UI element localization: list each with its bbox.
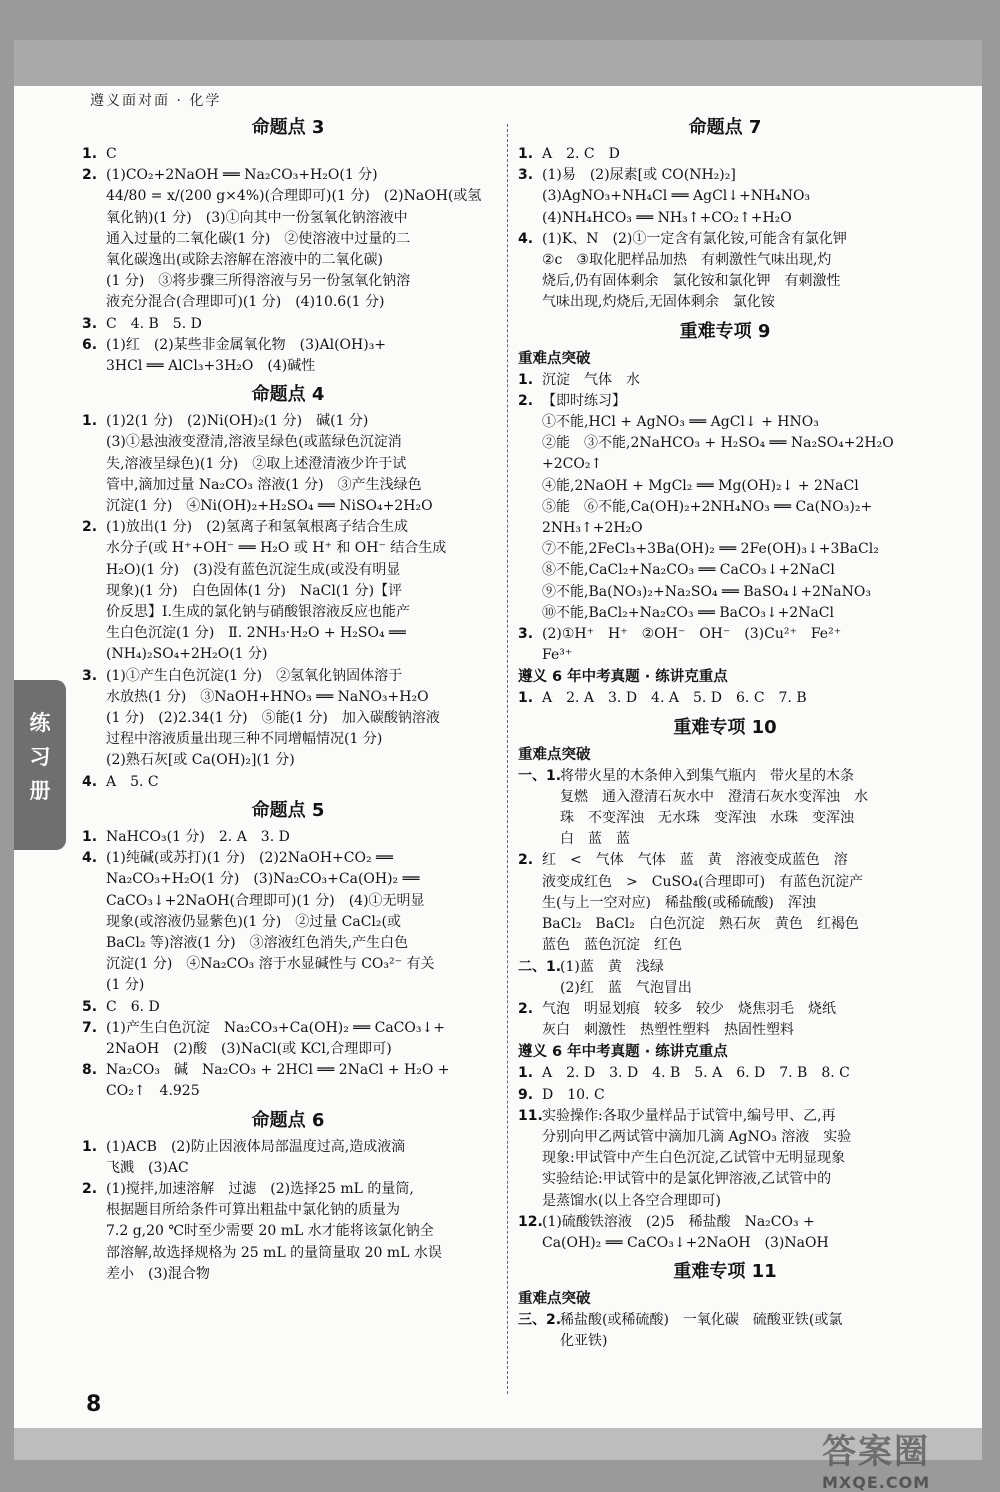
answer-item	[82, 772, 494, 793]
right-column	[518, 110, 932, 1353]
item-number: 7.	[82, 1019, 98, 1036]
answer-line: ⑧不能,CaCl₂+Na₂CO₃ ══ CaCO₃↓+2NaCl	[542, 562, 835, 579]
answer-line: 白 蓝 蓝	[560, 831, 630, 848]
answer-item	[518, 688, 932, 709]
answer-line: 3HCl ══ AlCl₃+3H₂O (4)碱性	[106, 358, 316, 375]
answer-line: 通入过量的二氧化碳(1 分) ②使溶液中过量的二	[106, 230, 411, 247]
item-number: 2.	[518, 1000, 534, 1017]
answer-line: (NH₄)₂SO₄+2H₂O(1 分)	[106, 646, 268, 663]
answer-item	[518, 1106, 932, 1212]
side-tab-char: 练	[29, 711, 51, 735]
item-number: 二、1.	[518, 958, 562, 975]
answer-line: 珠 不变浑浊 无水珠 变浑浊 水珠 变浑浊	[560, 810, 854, 827]
subsection-heading: 遵义 6 年中考真题 · 练讲克重点	[518, 1044, 728, 1061]
answer-line: (1)①产生白色沉淀(1 分) ②氢氧化钠固体溶于	[106, 667, 403, 684]
section-title: 重难专项 9	[679, 320, 771, 342]
item-number: 4.	[518, 230, 534, 247]
answer-line: (1)放出(1 分) (2)氢离子和氢氧根离子结合生成	[106, 519, 408, 536]
answer-line: 灰白 刺激性 热塑性塑料 热固性塑料	[542, 1022, 794, 1039]
watermark-text: 答案圈	[822, 1432, 931, 1472]
item-number: 1.	[518, 146, 534, 162]
item-number: 2.	[518, 852, 534, 869]
item-number: 一、1.	[518, 767, 562, 784]
subsection-heading: 遵义 6 年中考真题 · 练讲克重点	[518, 669, 728, 686]
answer-item	[518, 766, 932, 851]
answer-line: 气泡 明显划痕 较多 较少 烧焦羽毛 烧纸	[542, 1000, 836, 1017]
answer-line: 2NaOH (2)酸 (3)NaCl(或 KCl,合理即可)	[106, 1040, 392, 1057]
answer-line: Na₂CO₃+H₂O(1 分) (3)Na₂CO₃+Ca(OH)₂ ══	[106, 871, 420, 888]
answer-item	[82, 848, 494, 996]
answer-line: 飞溅 (3)AC	[106, 1159, 189, 1176]
answer-line: 差小 (3)混合物	[106, 1265, 210, 1282]
item-number: 1.	[518, 371, 534, 388]
answer-line: ⑤能 ⑥不能,Ca(OH)₂+2NH₄NO₃ ══ Ca(NO₃)₂+	[542, 498, 873, 515]
answer-item	[518, 1310, 932, 1352]
answer-line: 过程中溶液质量出现三种不同增幅情况(1 分)	[106, 731, 383, 748]
answer-line: (1)蓝 黄 浅绿	[560, 958, 664, 975]
side-tab	[14, 680, 66, 850]
answer-line: ②c ③取化肥样品加热 有刺激性气味出现,灼	[542, 252, 832, 269]
answer-line: (3)①悬浊液变澄清,溶液呈绿色(或蓝绿色沉淀消	[106, 434, 402, 451]
section-title: 命题点 4	[251, 384, 325, 406]
item-number: 3.	[82, 667, 98, 684]
answer-line: (2)熟石灰[或 Ca(OH)₂](1 分)	[106, 752, 295, 769]
subsection-heading: 重难点突破	[518, 350, 591, 367]
side-tab-char: 习	[29, 745, 51, 769]
answer-item	[518, 144, 932, 165]
answer-line: 沉淀(1 分) ④Ni(OH)₂+H₂SO₄ ══ NiSO₄+2H₂O	[106, 498, 433, 515]
answer-line: Ca(OH)₂ ══ CaCO₃↓+2NaOH (3)NaOH	[542, 1234, 829, 1251]
answer-item	[518, 999, 932, 1041]
answer-item	[82, 1060, 494, 1102]
answer-line: C 4. B 5. D	[106, 315, 202, 332]
answer-line: BaCl₂ 等)溶液(1 分) ③溶液红色消失,产生白色	[106, 934, 409, 951]
answer-line: D 10. C	[542, 1086, 605, 1103]
column-divider	[507, 124, 508, 1394]
item-number: 2.	[82, 167, 98, 184]
answer-line: C	[106, 146, 117, 162]
answer-line: 复燃 通入澄清石灰水中 澄清石灰水变浑浊 水	[560, 788, 868, 805]
answer-item	[82, 997, 494, 1018]
answer-line: (1 分) (2)2.34(1 分) ⑤能(1 分) 加入碳酸钠溶液	[106, 710, 440, 727]
answer-line: (1)硫酸铁溶液 (2)5 稀盐酸 Na₂CO₃ +	[542, 1213, 815, 1230]
answer-line: ①不能,HCl + AgNO₃ ══ AgCl↓ + HNO₃	[542, 414, 819, 431]
answer-line: CO₂↑ 4.925	[106, 1083, 200, 1100]
answer-line: 44/80 = x/(200 g×4%)(合理即可)(1 分) (2)NaOH(或氢	[106, 188, 482, 205]
watermark-logo	[822, 1424, 930, 1492]
answer-line: 【即时练习】	[542, 392, 626, 409]
answer-line: 氧化碳逸出(或除去溶解在溶液中的二氧化碳)	[106, 252, 383, 269]
answer-line: 蓝色 蓝色沉淀 红色	[542, 937, 682, 954]
answer-line: 红 < 气体 气体 蓝 黄 溶液变成蓝色 溶	[542, 852, 848, 869]
answer-line: 烧后,仍有固体剩余 氯化铵和氯化钾 有刺激性	[542, 273, 841, 290]
item-number: 3.	[518, 626, 534, 643]
answer-line: Na₂CO₃ 碱 Na₂CO₃ + 2HCl ══ 2NaCl + H₂O +	[106, 1062, 450, 1079]
item-number: 3.	[82, 315, 98, 332]
answer-line: 部溶解,故选择规格为 25 mL 的量筒量取 20 mL 水误	[106, 1244, 442, 1261]
scan-top-border	[14, 40, 982, 86]
answer-line: 水分子(或 H⁺+OH⁻ ══ H₂O 或 H⁺ 和 OH⁻ 结合生成	[106, 540, 447, 557]
answer-line: (1)K、N (2)①一定含有氯化铵,可能含有氯化钾	[542, 230, 847, 247]
answer-line: (1)搅拌,加速溶解 过滤 (2)选择25 mL 的量筒,	[106, 1180, 414, 1197]
answer-line: ⑨不能,Ba(NO₃)₂+Na₂SO₄ ══ BaSO₄↓+2NaNO₃	[542, 583, 871, 600]
answer-line: 现象)(1 分) 白色固体(1 分) NaCl(1 分)【评	[106, 582, 403, 599]
section-title: 命题点 3	[251, 117, 325, 138]
answer-item	[518, 624, 932, 666]
answer-line: Fe³⁺	[542, 647, 573, 664]
answer-item	[82, 1137, 494, 1179]
answer-line: 水放热(1 分) ③NaOH+HNO₃ ══ NaNO₃+H₂O	[106, 688, 429, 705]
page	[14, 40, 982, 1492]
item-number: 1.	[82, 146, 98, 162]
item-number: 2.	[82, 1180, 98, 1197]
answer-item	[82, 1018, 494, 1060]
answer-line: 氧化钠)(1 分) (3)①向其中一份氢氧化钠溶液中	[106, 209, 408, 226]
answer-line: 7.2 g,20 ℃时至少需要 20 mL 水才能将该氯化钠全	[106, 1223, 434, 1240]
answer-item	[518, 165, 932, 229]
answer-item	[518, 850, 932, 956]
item-number: 2.	[518, 392, 534, 409]
answer-line: (1 分) ③将步骤三所得溶液与另一份氢氧化钠溶	[106, 273, 411, 290]
answer-item	[82, 666, 494, 772]
answer-line: (1)ACB (2)防止因液体局部温度过高,造成液滴	[106, 1138, 406, 1155]
section-title: 命题点 6	[251, 1109, 325, 1131]
item-number: 8.	[82, 1062, 98, 1079]
section-title: 重难专项 11	[673, 1261, 777, 1283]
item-number: 1.	[82, 1138, 98, 1155]
item-number: 6.	[82, 336, 98, 353]
item-number: 12.	[518, 1213, 543, 1230]
answer-line: 管中,滴加过量 Na₂CO₃ 溶液(1 分) ③产生浅绿色	[106, 476, 422, 493]
answer-line: 现象:甲试管中产生白色沉淀,乙试管中无明显现象	[542, 1150, 846, 1167]
subsection-heading: 重难点突破	[518, 746, 591, 763]
answer-line: (1)易 (2)尿素[或 CO(NH₂)₂]	[542, 167, 736, 184]
answer-line: 价反思】Ⅰ.生成的氯化钠与硝酸银溶液反应也能产	[106, 604, 410, 621]
page-number: 8	[86, 1392, 102, 1417]
answer-line: 气味出现,灼烧后,无固体剩余 氯化铵	[542, 294, 775, 311]
answer-line: (1)纯碱(或苏打)(1 分) (2)2NaOH+CO₂ ══	[106, 850, 393, 867]
answer-line: 生(与上一空对应) 稀盐酸(或稀硫酸) 浑浊	[542, 894, 816, 911]
item-number: 1.	[82, 828, 98, 845]
item-number: 1.	[518, 690, 534, 707]
answer-line: H₂O)(1 分) (3)没有蓝色沉淀生成(或没有明显	[106, 561, 401, 578]
answer-line: NaHCO₃(1 分) 2. A 3. D	[106, 828, 290, 845]
answer-line: 分别向甲乙两试管中滴加几滴 AgNO₃ 溶液 实验	[542, 1128, 852, 1145]
answer-line: (1)2(1 分) (2)Ni(OH)₂(1 分) 碱(1 分)	[106, 413, 369, 430]
answer-line: CaCO₃↓+2NaOH(合理即可)(1 分) (4)①无明显	[106, 892, 425, 909]
answer-line: 2NH₃↑+2H₂O	[542, 520, 643, 537]
side-tab-char: 册	[29, 779, 51, 803]
item-number: 1.	[518, 1065, 534, 1082]
answer-line: 现象(或溶液仍显紫色)(1 分) ②过量 CaCl₂(或	[106, 913, 401, 930]
answer-item	[82, 411, 494, 517]
answer-line: (1)产生白色沉淀 Na₂CO₃+Ca(OH)₂ ══ CaCO₃↓+	[106, 1019, 445, 1036]
answer-line: 沉淀(1 分) ④Na₂CO₃ 溶于水显碱性与 CO₃²⁻ 有关	[106, 956, 435, 973]
watermark-url: MXQE.COM	[822, 1473, 931, 1492]
answer-item	[82, 144, 494, 165]
answer-line: 将带火星的木条伸入到集气瓶内 带火星的木条	[560, 767, 854, 784]
answer-line: ⑩不能,BaCl₂+Na₂CO₃ ══ BaCO₃↓+2NaCl	[542, 604, 834, 621]
running-header: 遵义面对面 · 化学	[90, 93, 222, 109]
left-column	[82, 110, 494, 1285]
answer-item	[82, 517, 494, 665]
answer-line: 是蒸馏水(以上各空合理即可)	[542, 1192, 721, 1209]
answer-line: (1)红 (2)某些非金属氧化物 (3)Al(OH)₃+	[106, 336, 387, 353]
answer-line: (1)CO₂+2NaOH ══ Na₂CO₃+H₂O(1 分)	[106, 167, 378, 184]
answer-item	[518, 1085, 932, 1106]
answer-line: C 6. D	[106, 998, 160, 1015]
section-title: 命题点 5	[251, 799, 325, 821]
item-number: 1.	[82, 413, 98, 430]
answer-item	[518, 1212, 932, 1254]
answer-item	[518, 391, 932, 624]
item-number: 4.	[82, 773, 98, 790]
section-title: 命题点 7	[688, 117, 762, 138]
answer-item	[82, 827, 494, 848]
answer-item	[518, 229, 932, 314]
answer-line: 化亚铁)	[560, 1333, 608, 1350]
answer-line: (2)红 蓝 气泡冒出	[560, 979, 692, 996]
answer-item	[82, 1179, 494, 1285]
answer-line: (4)NH₄HCO₃ ══ NH₃↑+CO₂↑+H₂O	[542, 209, 792, 226]
answer-line: 失,溶液呈绿色)(1 分) ②取上述澄清液少许于试	[106, 455, 407, 472]
answer-line: +2CO₂↑	[542, 456, 603, 473]
item-number: 11.	[518, 1107, 543, 1124]
item-number: 9.	[518, 1086, 534, 1103]
section-title: 重难专项 10	[673, 716, 777, 738]
answer-line: A 2. D 3. D 4. B 5. A 6. D 7. B 8. C	[542, 1065, 850, 1082]
item-number: 三、2.	[518, 1312, 562, 1329]
answer-line: 液变成红色 > CuSO₄(合理即可) 有蓝色沉淀产	[542, 873, 864, 890]
answer-line: ⑦不能,2FeCl₃+3Ba(OH)₂ ══ 2Fe(OH)₃↓+3BaCl₂	[542, 541, 879, 558]
answer-item	[518, 370, 932, 391]
answer-line: ②能 ③不能,2NaHCO₃ + H₂SO₄ ══ Na₂SO₄+2H₂O	[542, 435, 894, 452]
answer-line: 实验操作:各取少量样品于试管中,编号甲、乙,再	[542, 1107, 836, 1124]
answer-line: A 5. C	[106, 773, 159, 790]
answer-item	[82, 335, 494, 377]
answer-item	[518, 957, 932, 999]
answer-line: 根据题目所给条件可算出粗盐中氯化钠的质量为	[106, 1202, 400, 1219]
answer-line: 实验结论:甲试管中的是氯化钾溶液,乙试管中的	[542, 1171, 832, 1188]
answer-line: 沉淀 气体 水	[542, 371, 640, 388]
answer-line: 生白色沉淀(1 分) Ⅱ. 2NH₃·H₂O + H₂SO₄ ══	[106, 625, 406, 642]
answer-line: 稀盐酸(或稀硫酸) 一氧化碳 硫酸亚铁(或氯	[560, 1312, 843, 1329]
answer-item	[82, 165, 494, 313]
item-number: 4.	[82, 850, 98, 867]
answer-line: ④能,2NaOH + MgCl₂ ══ Mg(OH)₂↓ + 2NaCl	[542, 477, 859, 494]
answer-line: BaCl₂ BaCl₂ 白色沉淀 熟石灰 黄色 红褐色	[542, 916, 859, 933]
answer-line: (3)AgNO₃+NH₄Cl ══ AgCl↓+NH₄NO₃	[542, 188, 811, 205]
answer-line: 液充分混合(合理即可)(1 分) (4)10.6(1 分)	[106, 294, 385, 311]
answer-line: (1 分)	[106, 977, 145, 994]
answer-line: A 2. A 3. D 4. A 5. D 6. C 7. B	[542, 690, 807, 707]
answer-item	[518, 1063, 932, 1084]
item-number: 2.	[82, 519, 98, 536]
answer-item	[82, 314, 494, 335]
answer-line: (2)①H⁺ H⁺ ②OH⁻ OH⁻ (3)Cu²⁺ Fe²⁺	[542, 626, 842, 643]
item-number: 5.	[82, 998, 98, 1015]
answer-line: A 2. C D	[542, 146, 620, 162]
subsection-heading: 重难点突破	[518, 1291, 591, 1308]
item-number: 3.	[518, 167, 534, 184]
